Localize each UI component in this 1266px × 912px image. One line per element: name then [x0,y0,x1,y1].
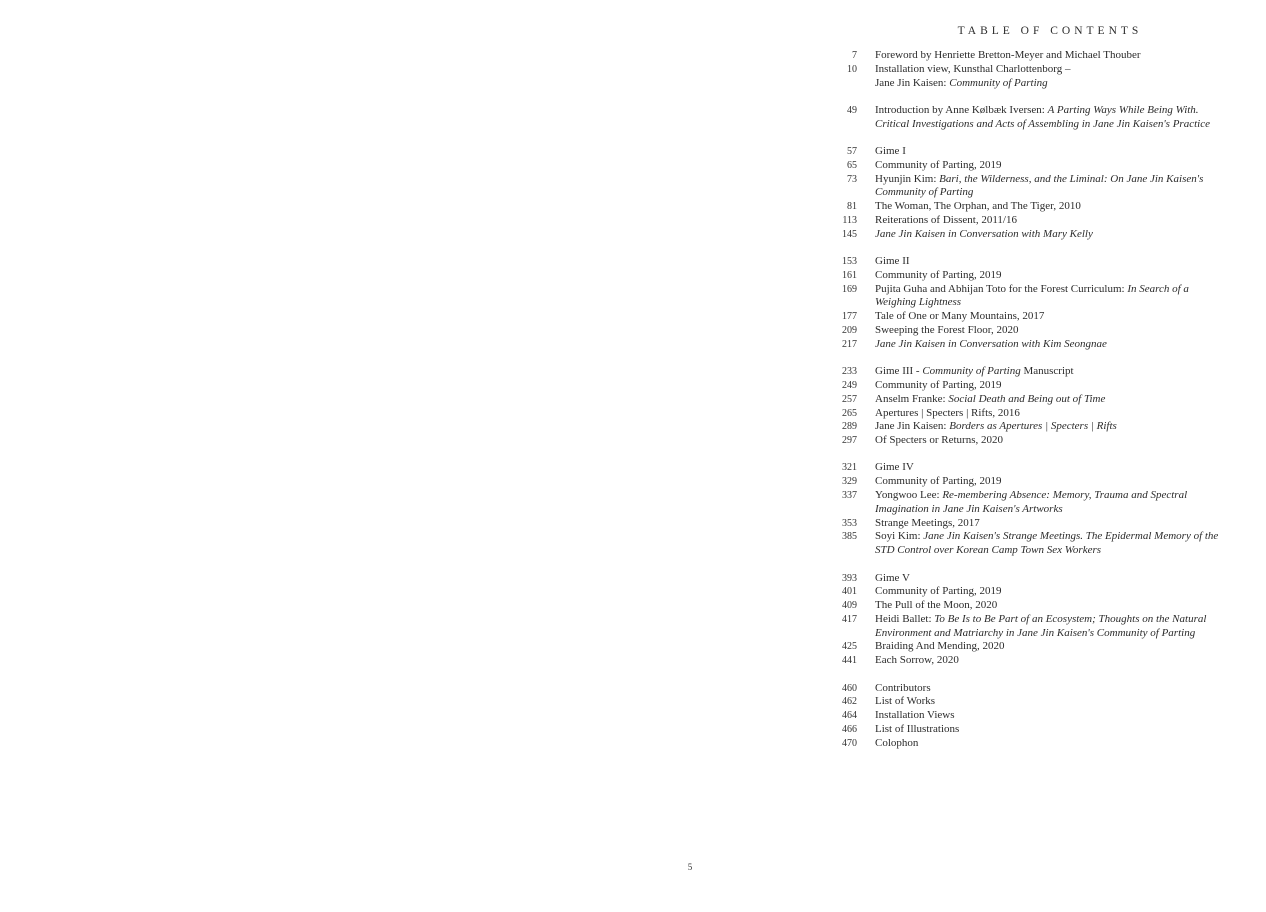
toc-entry-title [875,228,1225,242]
toc-title-text: Of Specters or Returns, 2020 [875,434,1004,447]
toc-entry-title [875,640,1225,654]
toc-entry[interactable] [835,104,1225,132]
toc-title-italic: Jane Jin Kaisen's Strange Meetings. The Epidermal Memory of the STD Control over Korean Camp Town Sex Workers [875,530,1219,557]
toc-entry-title [875,338,1225,352]
toc-title-text: Installation Views [875,709,955,722]
page-number: 5 [687,862,693,872]
toc-entry[interactable] [835,723,1225,737]
toc-entry-title [875,737,1225,751]
toc-entry[interactable] [835,365,1225,379]
toc-page-number: 417 [842,613,857,625]
toc-section [835,461,1225,558]
toc-entry[interactable] [835,517,1225,531]
toc-entry[interactable] [835,283,1225,311]
toc-title-text: Apertures | Specters | Rifts, 2016 [875,406,1020,419]
toc-page-number: 10 [847,63,857,75]
toc-entry-title [875,159,1225,173]
toc-page-number: 265 [842,407,857,419]
toc-entry[interactable] [835,63,1225,91]
toc-entry-title [875,723,1225,737]
toc-entry[interactable] [835,379,1225,393]
toc-title-text: Jane Jin Kaisen: [875,420,950,433]
toc-page-number: 81 [847,201,857,213]
toc-title-text: List of Works [875,695,936,708]
toc-page-number: 257 [842,393,857,405]
toc-title-italic: Borders as Apertures | Specters | Rifts [949,420,1117,433]
toc-title-text: Gime I [875,144,906,157]
toc-entry-title [875,489,1225,517]
toc-section [835,145,1225,242]
toc-entry[interactable] [835,324,1225,338]
toc-page-number: 49 [847,104,857,116]
toc-entry[interactable] [835,49,1225,63]
toc-entry-title [875,104,1225,132]
toc-entry-title [875,434,1225,448]
toc-entry-title [875,654,1225,668]
toc-title-italic: To Be Is to Be Part of an Ecosystem; Thoughts on the Natural Environment and Matriarchy in Jane Jin Kaisen's Community of Parting [875,612,1207,639]
toc-page-number: 7 [852,50,857,61]
toc-entry-title [875,585,1225,599]
toc-entry-title [875,145,1225,159]
toc-title-text: Gime II [875,255,910,268]
toc-sections [835,49,1225,751]
toc-entry-title [875,365,1225,379]
toc-entry[interactable] [835,695,1225,709]
toc-title-text: Installation view, Kunsthal Charlottenborg – [875,62,1071,75]
toc-entry-title [875,200,1225,214]
toc-entry[interactable] [835,310,1225,324]
toc-entry[interactable] [835,255,1225,269]
toc-entry[interactable] [835,709,1225,723]
toc-entry-title [875,214,1225,228]
toc-page-number: 65 [847,159,857,171]
toc-entry-title [875,393,1225,407]
toc-entry-title [875,173,1225,201]
toc-entry[interactable] [835,145,1225,159]
toc-title-italic: In Search of a Weighing Lightness [875,282,1189,309]
toc-title-text: Community of Parting, 2019 [875,268,1002,281]
toc-section [835,255,1225,352]
toc-entry[interactable] [835,200,1225,214]
toc-title-text: Manuscript [1020,365,1074,378]
toc-entry[interactable] [835,407,1225,421]
toc-entry-title [875,324,1225,338]
toc-page-number: 209 [842,325,857,337]
toc-entry[interactable] [835,420,1225,434]
toc-title-text: Community of Parting, 2019 [875,378,1002,391]
toc-page-number: 464 [842,710,857,722]
toc-entry[interactable] [835,682,1225,696]
toc-title-text: Strange Meetings, 2017 [875,516,980,529]
toc-title-italic: Jane Jin Kaisen in Conversation with Mary Kelly [875,227,1093,240]
toc-entry[interactable] [835,530,1225,558]
toc-page-number: 153 [842,256,857,268]
toc-entry[interactable] [835,475,1225,489]
toc-entry[interactable] [835,599,1225,613]
toc-entry[interactable] [835,173,1225,201]
toc-title-text: Hyunjin Kim: [875,172,940,185]
toc-entry-title [875,255,1225,269]
toc-entry-title [875,269,1225,283]
toc-page-number: 233 [842,366,857,378]
toc-title-text: Introduction by Anne Kølbæk Iversen: [875,103,1048,116]
toc-title-text: Soyi Kim: [875,530,924,543]
toc-title-text: Anselm Franke: [875,392,949,405]
toc-entry[interactable] [835,640,1225,654]
toc-page-number: 289 [842,421,857,433]
toc-title-text: Gime IV [875,461,914,474]
toc-page-number: 177 [842,311,857,323]
toc-entry[interactable] [835,613,1225,641]
toc-title-italic: Re-membering Absence: Memory, Trauma and Spectral Imagination in Jane Jin Kaisen's Artworks [875,489,1188,515]
toc-section [835,49,1225,90]
toc-title-italic: Bari, the Wilderness, and the Liminal: On Jane Jin Kaisen's Community of Parting [875,172,1204,199]
toc-title-text: The Pull of the Moon, 2020 [875,599,998,612]
toc-page-number: 113 [842,214,857,226]
toc-title-italic: Jane Jin Kaisen in Conversation with Kim Seongnae [875,337,1107,350]
toc-title-text: Colophon [875,736,919,749]
toc-title-italic: A Parting Ways While Being With. Critical Investigations and Acts of Assembling in Jane Jin Kaisen's Practice [875,103,1210,130]
toc-page-number: 401 [842,586,857,598]
toc-entry[interactable] [835,434,1225,448]
toc-title-text: Each Sorrow, 2020 [875,654,959,667]
toc-page-number: 297 [842,435,857,447]
toc-entry[interactable] [835,393,1225,407]
toc-page-number: 161 [842,269,857,281]
toc-entry[interactable] [835,654,1225,668]
toc-title-text: Contributors [875,681,931,694]
toc-heading: TABLE OF CONTENTS [957,25,1143,37]
toc-title-text: Foreword by Henriette Bretton-Meyer and Michael Thouber [875,49,1141,61]
toc-entry-title [875,530,1225,558]
toc-page-number: 470 [842,737,857,749]
toc-section [835,572,1225,669]
toc-title-text: Pujita Guha and Abhijan Toto for the Forest Curriculum: [875,282,1128,295]
toc-entry[interactable] [835,572,1225,586]
toc-entry[interactable] [835,338,1225,352]
toc-title-text: List of Illustrations [875,722,960,735]
toc-title-text: Braiding And Mending, 2020 [875,640,1005,653]
toc-title-text: Gime III - [875,365,923,378]
toc-title-italic: Social Death and Being out of Time [948,392,1106,405]
toc-page-number: 441 [842,655,857,667]
toc-entry[interactable] [835,228,1225,242]
toc-title-text: Sweeping the Forest Floor, 2020 [875,324,1019,337]
toc-entry-title [875,379,1225,393]
toc-entry[interactable] [835,489,1225,517]
toc-title-text: Yongwoo Lee: [875,489,943,502]
toc-page-number: 425 [842,641,857,653]
toc-page-number: 409 [842,600,857,612]
toc-entry[interactable] [835,214,1225,228]
toc-entry-title [875,461,1225,475]
toc-entry-title [875,63,1225,91]
toc-entry-title [875,407,1225,421]
toc-entry-title [875,682,1225,696]
toc-page-number: 73 [847,173,857,185]
toc-page-number: 329 [842,476,857,488]
toc-entry-title [875,599,1225,613]
toc-entry-title [875,613,1225,641]
toc-page-number: 462 [842,696,857,708]
toc-entry-title [875,283,1225,311]
toc-entry-title [875,310,1225,324]
toc-entry[interactable] [835,159,1225,173]
toc-page-number: 353 [842,517,857,529]
toc-title-italic: Community of Parting [922,365,1021,378]
toc-section [835,365,1225,448]
toc-title-text: Gime V [875,571,910,584]
toc-title-text: The Woman, The Orphan, and The Tiger, 2010 [875,200,1081,213]
toc-title-text: Community of Parting, 2019 [875,158,1002,171]
toc-entry-title [875,572,1225,586]
toc-page-number: 249 [842,379,857,391]
toc-title-text: Community of Parting, 2019 [875,585,1002,598]
toc-title-text: Reiterations of Dissent, 2011/16 [875,213,1017,226]
toc-title-text: Tale of One or Many Mountains, 2017 [875,310,1045,323]
toc-entry-title [875,709,1225,723]
toc-entry[interactable] [835,585,1225,599]
toc-page-number: 217 [842,338,857,350]
toc-entry[interactable] [835,269,1225,283]
toc-entry-title [875,695,1225,709]
toc-title-text: Community of Parting, 2019 [875,475,1002,488]
toc-title-text: Jane Jin Kaisen: [875,76,950,89]
toc-page-number: 145 [842,228,857,240]
table-of-contents [835,25,1225,764]
toc-entry-title [875,420,1225,434]
toc-section [835,104,1225,132]
toc-page-number: 460 [842,682,857,694]
toc-page-number: 393 [842,572,857,584]
toc-entry[interactable] [835,737,1225,751]
toc-entry-title [875,475,1225,489]
toc-page-number: 337 [842,490,857,502]
toc-page-number: 385 [842,531,857,543]
toc-entry-title [875,49,1225,63]
toc-page-number: 321 [842,462,857,474]
toc-entry-title [875,517,1225,531]
toc-title-italic: Community of Parting [949,76,1048,89]
toc-title-text: Heidi Ballet: [875,612,935,625]
toc-entry[interactable] [835,461,1225,475]
toc-section [835,682,1225,751]
toc-page-number: 466 [842,723,857,735]
toc-page-number: 57 [847,145,857,157]
toc-page-number: 169 [842,283,857,295]
